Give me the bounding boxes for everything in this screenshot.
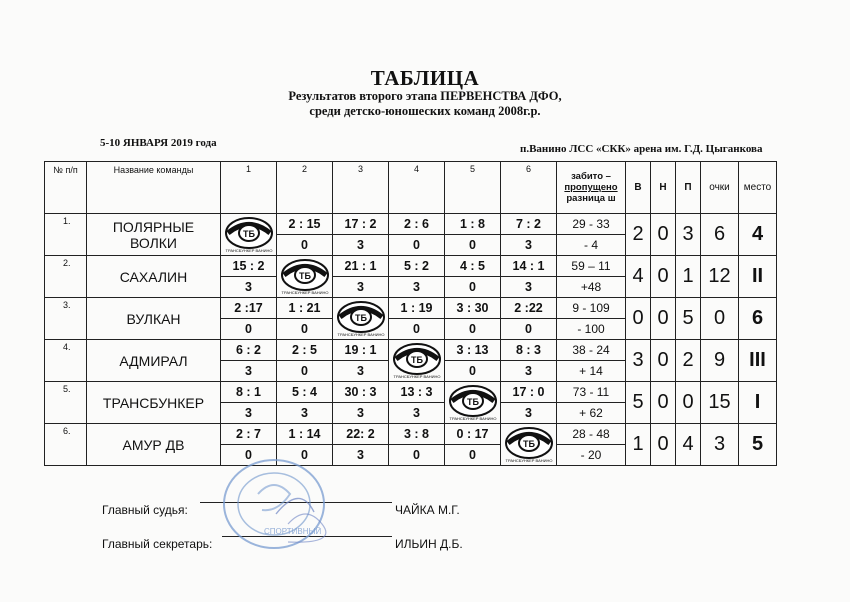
goals-for-against: 73 - 11 <box>557 382 626 403</box>
stamp-text: СПОРТИВНЫЙ <box>264 527 322 536</box>
points-total: 6 <box>701 214 739 256</box>
final-rank: 6 <box>739 298 777 340</box>
judge-label: Главный судья: <box>102 503 188 517</box>
losses-count: 0 <box>676 382 701 424</box>
match-points: 3 <box>333 361 389 382</box>
draws-count: 0 <box>651 298 676 340</box>
goal-difference: + 62 <box>557 403 626 424</box>
draws-count: 0 <box>651 340 676 382</box>
svg-text:ТБ: ТБ <box>410 354 423 365</box>
match-points: 0 <box>277 361 333 382</box>
row-index: 5. <box>45 382 87 424</box>
match-points: 3 <box>221 403 277 424</box>
team-name <box>87 424 221 466</box>
match-score: 17 : 2 <box>333 214 389 235</box>
match-score: 1 : 14 <box>277 424 333 445</box>
svg-text:ТБ: ТБ <box>466 396 479 407</box>
team-logo-icon <box>278 258 332 296</box>
final-rank: I <box>739 382 777 424</box>
col-header-rank: место <box>739 162 777 214</box>
losses-count: 2 <box>676 340 701 382</box>
goals-for-against: 9 - 109 <box>557 298 626 319</box>
match-score: 5 : 4 <box>277 382 333 403</box>
team-name <box>87 256 221 298</box>
match-score: 14 : 1 <box>501 256 557 277</box>
svg-text:ТБ: ТБ <box>354 312 367 323</box>
col-header-goals <box>557 162 626 214</box>
col-header-goals-top: забито – <box>571 171 611 182</box>
goals-for-against: 59 – 11 <box>557 256 626 277</box>
team-name-line1: ТРАНСБУНКЕР <box>102 394 205 411</box>
col-header-draws: Н <box>651 162 676 214</box>
points-total: 0 <box>701 298 739 340</box>
svg-text:ТБ: ТБ <box>298 270 311 281</box>
match-points: 0 <box>445 445 501 466</box>
losses-count: 5 <box>676 298 701 340</box>
team-name-line1: ВУЛКАН <box>126 310 181 327</box>
match-points: 3 <box>333 277 389 298</box>
match-points: 3 <box>333 445 389 466</box>
col-header-6: 6 <box>501 162 557 214</box>
final-rank: III <box>739 340 777 382</box>
self-match-logo <box>333 298 389 340</box>
match-points: 0 <box>277 319 333 340</box>
draws-count: 0 <box>651 382 676 424</box>
match-score: 22: 2 <box>333 424 389 445</box>
goal-difference: + 14 <box>557 361 626 382</box>
col-header-2: 2 <box>277 162 333 214</box>
match-points: 0 <box>389 319 445 340</box>
match-score: 3 : 30 <box>445 298 501 319</box>
match-points: 3 <box>501 277 557 298</box>
draws-count: 0 <box>651 256 676 298</box>
col-header-team: Название команды <box>87 162 221 214</box>
doc-title: ТАБЛИЦА <box>370 66 480 90</box>
wins-count: 3 <box>626 340 651 382</box>
col-header-goals-mid: пропущено <box>564 182 618 193</box>
row-index: 1. <box>45 214 87 256</box>
match-points: 3 <box>389 403 445 424</box>
match-points: 3 <box>221 361 277 382</box>
svg-text:ТРАНСБУНКЕР ВАНИНО: ТРАНСБУНКЕР ВАНИНО <box>281 289 328 295</box>
team-name <box>87 382 221 424</box>
row-index: 3. <box>45 298 87 340</box>
official-stamp <box>218 454 330 554</box>
team-name <box>87 298 221 340</box>
event-place: п.Ванино ЛСС «СКК» арена им. Г.Д. Цыганкова <box>520 143 763 155</box>
goal-difference: - 20 <box>557 445 626 466</box>
wins-count: 5 <box>626 382 651 424</box>
match-points: 0 <box>277 445 333 466</box>
team-name-line1: ПОЛЯРНЫЕ <box>112 218 195 235</box>
match-score: 2 : 5 <box>277 340 333 361</box>
final-rank: II <box>739 256 777 298</box>
match-score: 8 : 1 <box>221 382 277 403</box>
match-points: 3 <box>501 235 557 256</box>
match-points: 0 <box>389 445 445 466</box>
doc-subtitle-1: Результатов второго этапа ПЕРВЕНСТВА ДФО, <box>288 89 562 103</box>
col-header-losses: П <box>676 162 701 214</box>
draws-count: 0 <box>651 424 676 466</box>
table-row <box>45 214 777 235</box>
match-score: 2 :22 <box>501 298 557 319</box>
self-match-logo <box>389 340 445 382</box>
wins-count: 1 <box>626 424 651 466</box>
points-total: 12 <box>701 256 739 298</box>
team-name-line1: АДМИРАЛ <box>119 352 188 369</box>
row-index: 4. <box>45 340 87 382</box>
match-score: 1 : 19 <box>389 298 445 319</box>
table-row <box>45 424 777 445</box>
col-header-points: очки <box>701 162 739 214</box>
secretary-label: Главный секретарь: <box>102 537 213 551</box>
goal-difference: - 4 <box>557 235 626 256</box>
match-points: 0 <box>501 319 557 340</box>
goal-difference: - 100 <box>557 319 626 340</box>
match-score: 2 : 15 <box>277 214 333 235</box>
table-row <box>45 382 777 403</box>
col-header-3: 3 <box>333 162 389 214</box>
draws-count: 0 <box>651 214 676 256</box>
match-points: 0 <box>221 319 277 340</box>
match-score: 30 : 3 <box>333 382 389 403</box>
match-score: 21 : 1 <box>333 256 389 277</box>
col-header-num: № п/п <box>45 162 87 214</box>
team-logo-icon <box>502 426 556 464</box>
match-score: 15 : 2 <box>221 256 277 277</box>
team-logo-icon <box>446 384 500 422</box>
match-score: 1 : 21 <box>277 298 333 319</box>
judge-name: ЧАЙКА М.Г. <box>395 503 460 517</box>
match-score: 0 : 17 <box>445 424 501 445</box>
self-match-logo <box>277 256 333 298</box>
match-score: 5 : 2 <box>389 256 445 277</box>
losses-count: 4 <box>676 424 701 466</box>
doc-subtitle-2: среди детско-юношеских команд 2008г.р. <box>309 104 541 118</box>
wins-count: 2 <box>626 214 651 256</box>
svg-text:ТРАНСБУНКЕР ВАНИНО: ТРАНСБУНКЕР ВАНИНО <box>225 247 272 253</box>
match-score: 6 : 2 <box>221 340 277 361</box>
match-points: 3 <box>333 235 389 256</box>
losses-count: 3 <box>676 214 701 256</box>
team-name-line1: АМУР ДВ <box>122 436 185 453</box>
team-logo-icon <box>334 300 388 338</box>
match-points: 3 <box>389 277 445 298</box>
team-name-line1: САХАЛИН <box>119 268 188 285</box>
team-logo-icon <box>390 342 444 380</box>
match-score: 19 : 1 <box>333 340 389 361</box>
row-index: 6. <box>45 424 87 466</box>
match-points: 0 <box>277 235 333 256</box>
goals-for-against: 38 - 24 <box>557 340 626 361</box>
row-index: 2. <box>45 256 87 298</box>
match-points: 3 <box>333 403 389 424</box>
match-score: 3 : 13 <box>445 340 501 361</box>
final-rank: 5 <box>739 424 777 466</box>
match-score: 2 : 7 <box>221 424 277 445</box>
team-name <box>87 214 221 256</box>
goals-for-against: 29 - 33 <box>557 214 626 235</box>
svg-text:ТРАНСБУНКЕР ВАНИНО: ТРАНСБУНКЕР ВАНИНО <box>449 415 496 421</box>
points-total: 15 <box>701 382 739 424</box>
table-row <box>45 298 777 319</box>
results-table <box>44 161 777 466</box>
goal-difference: +48 <box>557 277 626 298</box>
final-rank: 4 <box>739 214 777 256</box>
match-points: 0 <box>389 235 445 256</box>
svg-text:ТРАНСБУНКЕР ВАНИНО: ТРАНСБУНКЕР ВАНИНО <box>505 457 552 463</box>
match-score: 1 : 8 <box>445 214 501 235</box>
svg-text:ТРАНСБУНКЕР ВАНИНО: ТРАНСБУНКЕР ВАНИНО <box>337 331 384 337</box>
wins-count: 4 <box>626 256 651 298</box>
self-match-logo <box>445 382 501 424</box>
match-points: 0 <box>445 361 501 382</box>
match-score: 13 : 3 <box>389 382 445 403</box>
match-points: 0 <box>445 277 501 298</box>
match-points: 3 <box>221 277 277 298</box>
losses-count: 1 <box>676 256 701 298</box>
table-row <box>45 340 777 361</box>
match-points: 3 <box>277 403 333 424</box>
match-score: 2 : 6 <box>389 214 445 235</box>
match-score: 17 : 0 <box>501 382 557 403</box>
header-row <box>45 162 777 214</box>
goals-for-against: 28 - 48 <box>557 424 626 445</box>
self-match-logo <box>501 424 557 466</box>
points-total: 9 <box>701 340 739 382</box>
match-score: 2 :17 <box>221 298 277 319</box>
event-date: 5-10 ЯНВАРЯ 2019 года <box>100 137 217 149</box>
match-points: 0 <box>445 319 501 340</box>
match-points: 3 <box>501 361 557 382</box>
col-header-goals-bot: разница ш <box>566 193 616 204</box>
table-row <box>45 256 777 277</box>
svg-text:ТБ: ТБ <box>522 438 535 449</box>
match-points: 0 <box>445 235 501 256</box>
match-points: 3 <box>501 403 557 424</box>
self-match-logo <box>221 214 277 256</box>
col-header-5: 5 <box>445 162 501 214</box>
team-logo-icon <box>222 216 276 254</box>
col-header-wins: В <box>626 162 651 214</box>
wins-count: 0 <box>626 298 651 340</box>
match-points: 0 <box>221 445 277 466</box>
match-score: 4 : 5 <box>445 256 501 277</box>
team-name <box>87 340 221 382</box>
col-header-1: 1 <box>221 162 277 214</box>
team-name-line2: ВОЛКИ <box>129 234 177 251</box>
match-score: 8 : 3 <box>501 340 557 361</box>
col-header-4: 4 <box>389 162 445 214</box>
match-score: 7 : 2 <box>501 214 557 235</box>
points-total: 3 <box>701 424 739 466</box>
secretary-name: ИЛЬИН Д.Б. <box>395 537 463 551</box>
svg-text:ТРАНСБУНКЕР ВАНИНО: ТРАНСБУНКЕР ВАНИНО <box>393 373 440 379</box>
svg-text:ТБ: ТБ <box>242 228 255 239</box>
match-score: 3 : 8 <box>389 424 445 445</box>
